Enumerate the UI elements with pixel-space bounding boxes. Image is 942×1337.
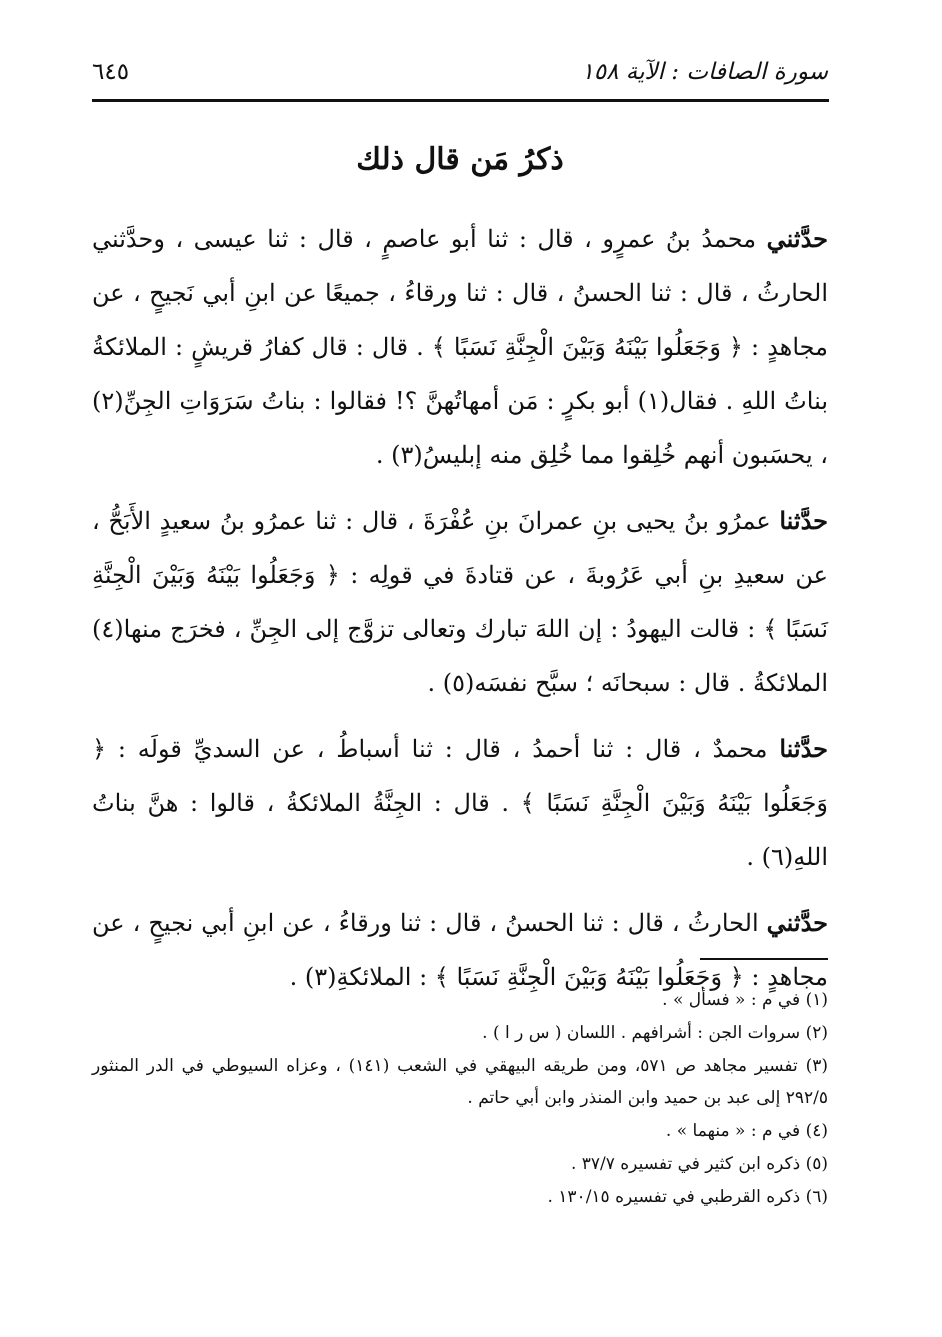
footnote-3: (٣) تفسير مجاهد ص ٥٧١، ومن طريقه البيهقي في الشعب (١٤١) ، وعزاه السيوطي في الدر المنثور ٢٩٢/٥ إلى عبد بن حميد وابن المنذر وابن أبي حاتم .: [92, 1056, 828, 1108]
chain-lead: حدَّثني: [766, 908, 828, 937]
footnote-2: (٢) سروات الجن : أشرافهم . اللسان ( س ر ا ) .: [482, 1023, 828, 1043]
paragraph-text: عمرُو بنُ يحيى بنِ عمرانَ بنِ عُفْرَةَ ، قال : ثنا عمرُو بنُ سعيدٍ الأَبَحُّ ، عن سعيدِ بنِ أبي عَرُوبةَ ، عن قتادةَ في قولِه : ﴿ وَجَعَلُوا بَيْنَهُ وَبَيْنَ الْجِنَّةِ نَسَبًا ﴾ : قالت اليهودُ : إن اللهَ تبارك وتعالى تزوَّج إلى الجِنِّ ، فخرَج منها(٤) الملائكةُ . قال : سبحانَه ؛ سبَّح نفسَه(٥) .: [92, 507, 828, 697]
paragraph-2: [92, 494, 828, 710]
main-text: [92, 212, 828, 1016]
footnote-rule: [700, 958, 828, 960]
paragraph-text: محمدُ بنُ عمرٍو ، قال : ثنا أبو عاصمٍ ، قال : ثنا عيسى ، وحدَّثني الحارثُ ، قال : ثنا الحسنُ ، قال : ثنا ورقاءُ ، جميعًا عن ابنِ أبي نَجيحٍ ، عن مجاهدٍ : ﴿ وَجَعَلُوا بَيْنَهُ وَبَيْنَ الْجِنَّةِ نَسَبًا ﴾ . قال : قال كفارُ قريشٍ : الملائكةُ بناتُ اللهِ . فقال(١) أبو بكرٍ : مَن أمهاتُهنَّ ؟! فقالوا : بناتُ سَرَوَاتِ الجِنِّ(٢) ، يحسَبون أنهم خُلِقوا مما خُلِق منه إبليسُ(٣) .: [92, 225, 828, 469]
footnote-6: (٦) ذكره القرطبي في تفسيره ١٣٠/١٥ .: [547, 1187, 828, 1207]
chain-lead: حدَّثنا: [779, 734, 828, 763]
footnote-5: (٥) ذكره ابن كثير في تفسيره ٣٧/٧ .: [570, 1154, 828, 1174]
header-rule: [92, 99, 829, 102]
paragraph-1: [92, 212, 828, 482]
footnote-4: (٤) في م : « منهما » .: [665, 1121, 828, 1141]
chain-lead: حدَّثني: [766, 224, 828, 253]
chain-lead: حدَّثنا: [779, 506, 828, 535]
surah-title: سورة الصافات : الآية ١٥٨: [581, 59, 828, 85]
section-title: ذكرُ مَن قال ذلك: [356, 142, 564, 177]
footnotes: [92, 984, 828, 1214]
paragraph-3: [92, 722, 828, 884]
paragraph-text: محمدٌ ، قال : ثنا أحمدُ ، قال : ثنا أسباطُ ، عن السديِّ قولَه : ﴿ وَجَعَلُوا بَيْنَهُ وَبَيْنَ الْجِنَّةِ نَسَبًا ﴾ . قال : الجِنَّةُ الملائكةُ ، قالوا : هنَّ بناتُ اللهِ(٦) .: [92, 735, 829, 871]
paragraph-text: الحارثُ ، قال : ثنا الحسنُ ، قال : ثنا ورقاءُ ، عن ابنِ أبي نجيحٍ ، عن مجاهدٍ : ﴿ وَجَعَلُوا بَيْنَهُ وَبَيْنَ الْجِنَّةِ نَسَبًا ﴾ : الملائكةِ(٣) .: [92, 909, 828, 991]
footnote-1: (١) في م : « فسأل » .: [662, 990, 828, 1010]
running-header: [92, 52, 828, 92]
page-number: ٦٤٥: [92, 59, 130, 85]
